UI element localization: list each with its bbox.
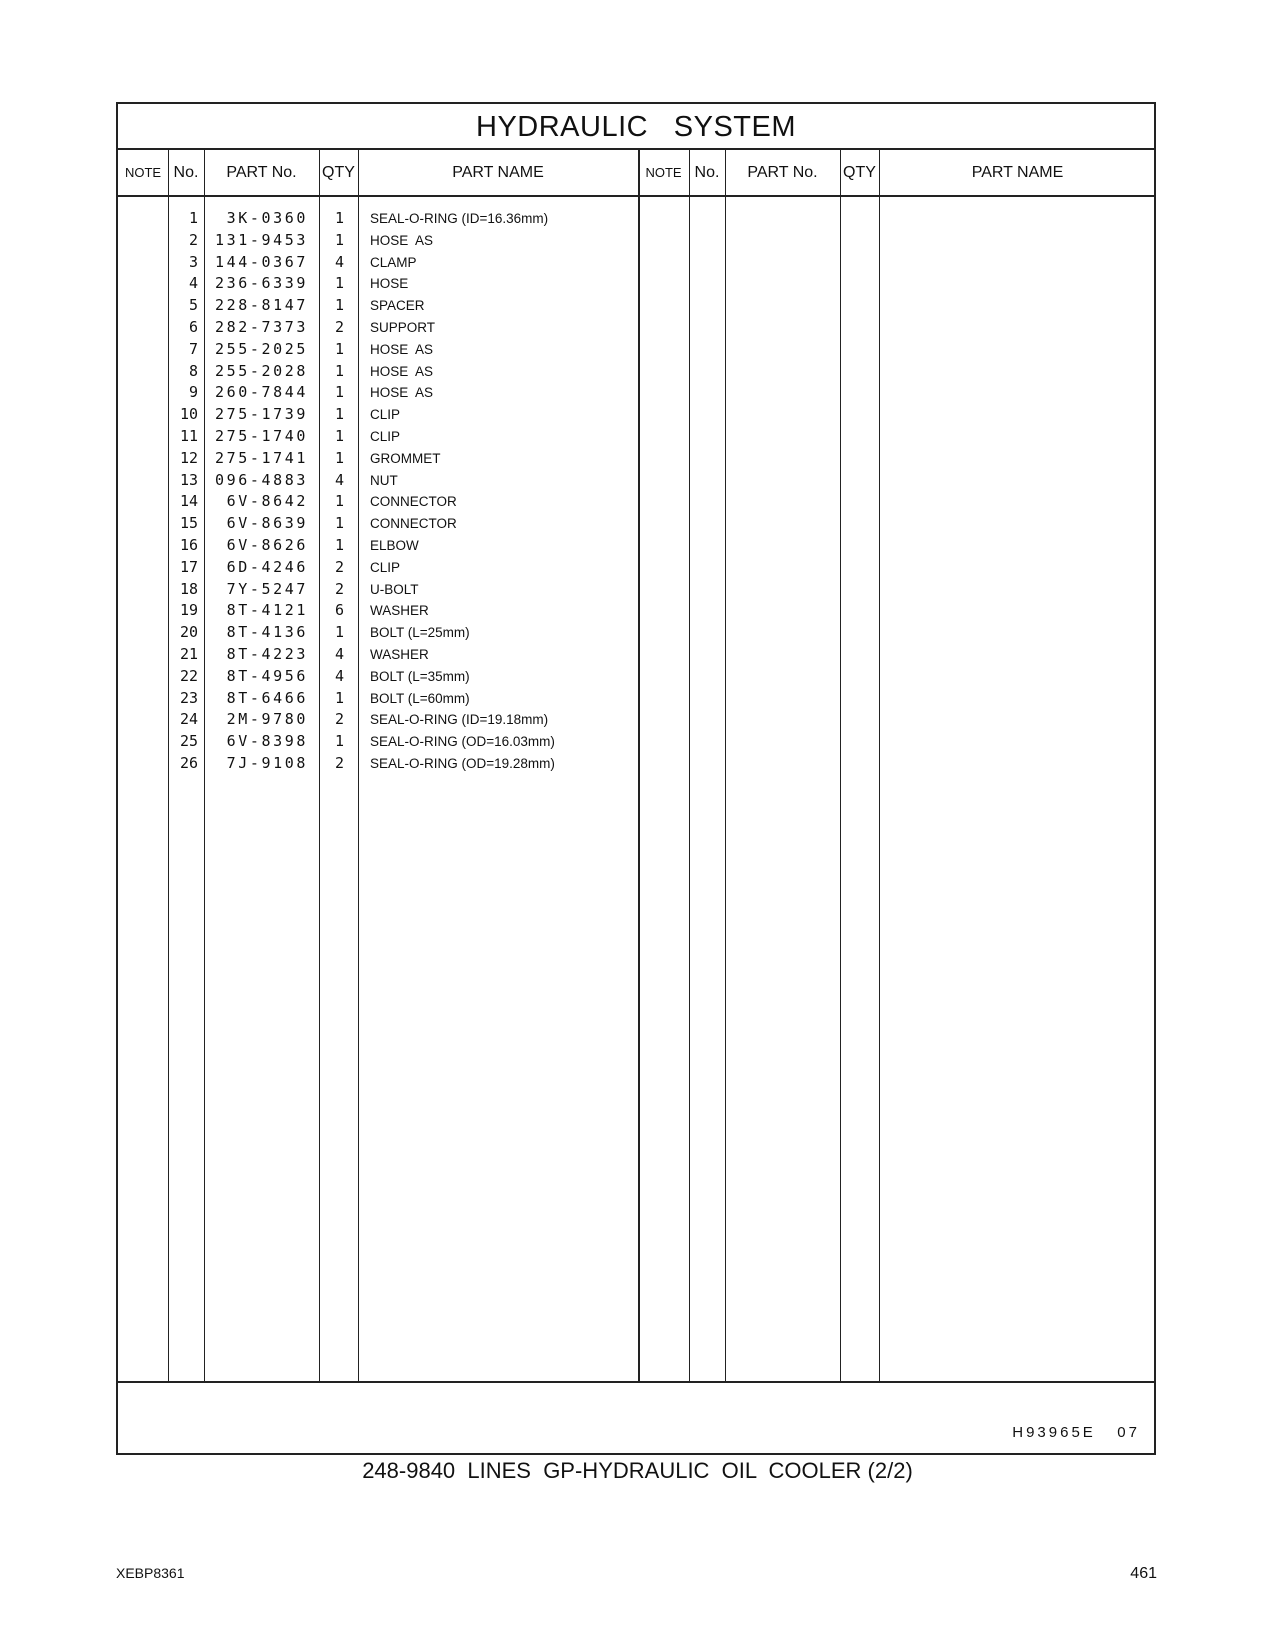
part-number: 275-1740: [214, 426, 308, 445]
quantity: 2: [334, 710, 344, 729]
item-number: 12: [179, 448, 198, 467]
item-number: 18: [179, 579, 198, 598]
page-number: 461: [1130, 1565, 1157, 1582]
item-number: 20: [179, 623, 198, 642]
item-number: 5: [188, 296, 198, 315]
table-row: [118, 339, 1154, 361]
part-number: 8T-6466: [226, 688, 308, 707]
item-number: 15: [179, 514, 198, 533]
item-number: 17: [179, 557, 198, 576]
part-name: U-BOLT: [370, 581, 419, 597]
table-row: [118, 426, 1154, 448]
quantity: 1: [334, 209, 344, 227]
part-name: HOSE AS: [370, 341, 434, 357]
part-name: HOSE: [370, 276, 409, 292]
table-row: [118, 731, 1154, 753]
table-row: [118, 273, 1154, 295]
part-name: HOSE AS: [370, 363, 434, 379]
table-row: [118, 448, 1154, 470]
table-row: [118, 535, 1154, 557]
header-note-left: NOTE: [124, 165, 162, 180]
item-number: 25: [179, 732, 198, 751]
part-name: CLIP: [370, 428, 401, 444]
item-number: 21: [179, 644, 198, 663]
quantity: 2: [334, 753, 344, 772]
header-part-no-left: PART No.: [226, 164, 297, 181]
header-divider: [118, 195, 1154, 197]
quantity: 2: [334, 557, 344, 576]
part-name: SEAL-O-RING (ID=16.36mm): [370, 211, 549, 226]
parts-list-sheet: [116, 102, 1156, 1455]
quantity: 1: [334, 339, 344, 358]
part-number: 8T-4956: [226, 666, 308, 685]
table-row: [118, 557, 1154, 579]
item-number: 1: [188, 209, 198, 227]
table-row: [118, 688, 1154, 710]
part-number: 8T-4223: [226, 644, 308, 663]
group-caption: 248-9840 LINES GP-HYDRAULIC OIL COOLER (2/2): [362, 1458, 913, 1483]
item-number: 6: [188, 317, 198, 336]
table-row: [118, 491, 1154, 513]
quantity: 1: [334, 688, 344, 707]
item-number: 26: [179, 753, 198, 772]
quantity: 4: [334, 666, 344, 685]
quantity: 2: [334, 579, 344, 598]
quantity: 4: [334, 644, 344, 663]
quantity: 1: [334, 296, 344, 315]
part-number: 228-8147: [214, 296, 308, 315]
part-name: SEAL-O-RING (ID=19.18mm): [370, 712, 549, 728]
table-row: [118, 513, 1154, 535]
quantity: 1: [334, 514, 344, 533]
part-name: BOLT (L=25mm): [370, 625, 470, 641]
quantity: 1: [334, 535, 344, 554]
header-no-left: No.: [173, 164, 199, 181]
part-number: 8T-4121: [226, 601, 308, 620]
header-qty-right: QTY: [843, 164, 876, 181]
item-number: 2: [188, 230, 198, 249]
part-number: 236-6339: [214, 274, 308, 293]
quantity: 6: [334, 601, 344, 620]
quantity: 4: [334, 252, 344, 271]
header-part-no-right: PART No.: [747, 164, 818, 181]
quantity: 1: [334, 448, 344, 467]
page-title: HYDRAULIC SYSTEM: [118, 104, 1154, 150]
item-number: 23: [179, 688, 198, 707]
part-number: 255-2025: [214, 339, 308, 358]
part-number: 7Y-5247: [226, 579, 308, 598]
part-number: 7J-9108: [226, 753, 308, 772]
item-number: 9: [188, 383, 198, 402]
item-number: 10: [179, 405, 198, 424]
table-row: [118, 600, 1154, 622]
part-name: CLAMP: [370, 254, 417, 270]
table-bottom-divider: [118, 1381, 1154, 1383]
part-number: 255-2028: [214, 361, 308, 380]
item-number: 22: [179, 666, 198, 685]
part-name: WASHER: [370, 603, 429, 619]
part-number: 2M-9780: [226, 710, 308, 729]
part-name: CLIP: [370, 559, 401, 575]
part-number: 8T-4136: [226, 623, 308, 642]
part-number: 260-7844: [214, 383, 308, 402]
quantity: 1: [334, 274, 344, 293]
part-name: SUPPORT: [370, 319, 436, 335]
table-row: [118, 208, 1154, 230]
table-row: [118, 252, 1154, 274]
part-number: 275-1741: [214, 448, 308, 467]
table-row: [118, 361, 1154, 383]
quantity: 1: [334, 732, 344, 751]
part-number: 275-1739: [214, 405, 308, 424]
header-qty-left: QTY: [322, 164, 355, 181]
part-number: 6V-8642: [226, 492, 308, 511]
item-number: 7: [188, 339, 198, 358]
part-number: 144-0367: [214, 252, 308, 271]
part-name: BOLT (L=60mm): [370, 690, 470, 706]
part-name: CONNECTOR: [370, 494, 457, 510]
part-name: WASHER: [370, 646, 429, 662]
quantity: 4: [334, 470, 344, 489]
table-row: [118, 404, 1154, 426]
item-number: 19: [179, 601, 198, 620]
table-row: [118, 317, 1154, 339]
drawing-code: H93965E 07: [1012, 1424, 1140, 1441]
quantity: 1: [334, 405, 344, 424]
part-number: 6V-8398: [226, 732, 308, 751]
quantity: 1: [334, 361, 344, 380]
part-name: SEAL-O-RING (OD=16.03mm): [370, 734, 555, 750]
table-row: [118, 579, 1154, 601]
quantity: 1: [334, 492, 344, 511]
header-note-right: NOTE: [645, 165, 682, 180]
table-row: [118, 470, 1154, 492]
part-name: HOSE AS: [370, 385, 434, 401]
part-number: 131-9453: [214, 230, 308, 249]
part-number: 6V-8639: [226, 514, 308, 533]
part-name: BOLT (L=35mm): [370, 668, 470, 684]
quantity: 1: [334, 426, 344, 445]
quantity: 1: [334, 230, 344, 249]
part-number: 096-4883: [214, 470, 308, 489]
part-name: SEAL-O-RING (OD=19.28mm): [370, 755, 555, 771]
table-row: [118, 644, 1154, 666]
part-number: 6D-4246: [226, 557, 308, 576]
part-name: CONNECTOR: [370, 516, 457, 532]
part-name: NUT: [370, 472, 398, 488]
item-number: 8: [188, 361, 198, 380]
item-number: 4: [188, 274, 198, 293]
header-no-right: No.: [694, 164, 720, 181]
table-row: [118, 382, 1154, 404]
table-row: [118, 666, 1154, 688]
part-name: ELBOW: [370, 537, 419, 553]
header-part-name-right: PART NAME: [971, 164, 1064, 181]
item-number: 14: [179, 492, 198, 511]
header-part-name-left: PART NAME: [452, 164, 544, 181]
table-row: [118, 230, 1154, 252]
part-number: 3K-0360: [226, 209, 308, 227]
item-number: 3: [188, 252, 198, 271]
part-name: HOSE AS: [370, 232, 434, 248]
quantity: 1: [334, 623, 344, 642]
item-number: 24: [179, 710, 198, 729]
part-number: 282-7373: [214, 317, 308, 336]
part-name: CLIP: [370, 407, 401, 423]
part-number: 6V-8626: [226, 535, 308, 554]
document-id: XEBP8361: [116, 1565, 185, 1581]
item-number: 16: [179, 535, 198, 554]
table-row: [118, 709, 1154, 731]
item-number: 13: [179, 470, 198, 489]
quantity: 1: [334, 383, 344, 402]
parts-table-body: [118, 208, 1154, 775]
table-row: [118, 753, 1154, 775]
quantity: 2: [334, 317, 344, 336]
table-row: [118, 295, 1154, 317]
table-row: [118, 622, 1154, 644]
part-name: GROMMET: [370, 450, 441, 466]
part-name: SPACER: [370, 298, 425, 314]
item-number: 11: [179, 426, 198, 445]
